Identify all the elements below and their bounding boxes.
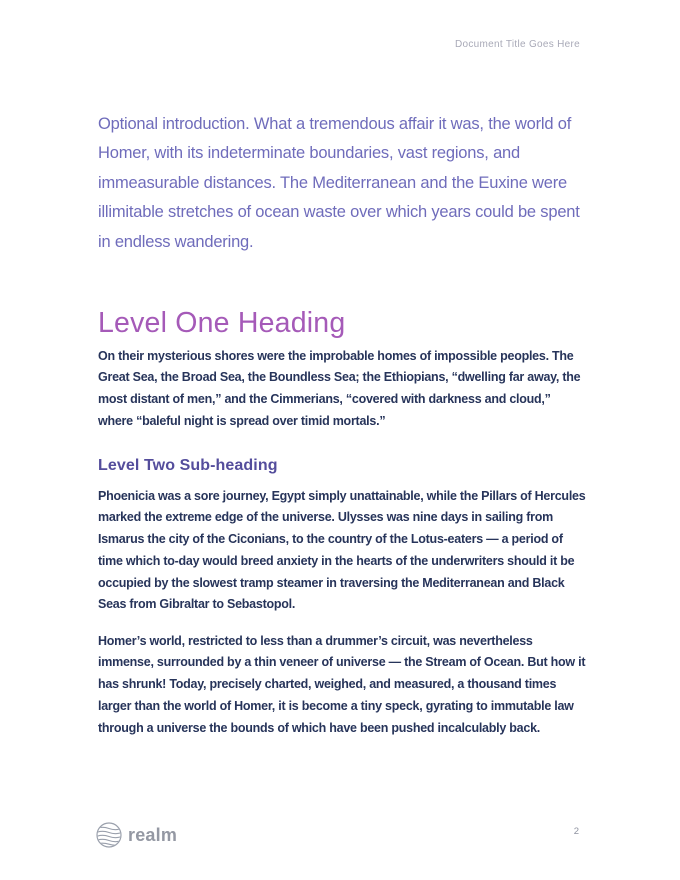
intro-paragraph: Optional introduction. What a tremendous affair it was, the world of Homer, with its indeterminate boundaries, vast regions, and immeasurable distances. The Mediterranean and the Euxine were illimitable stretches of ocean waste over which years could be spent in endless wandering. [98,114,580,251]
brand-name: realm [128,825,178,845]
paragraph-two: Phoenicia was a sore journey, Egypt simply unattainable, while the Pillars of Hercules marked the extreme edge of the universe. Ulysses was nine days in sailing from Ismarus the city of the Ciconians, to the country of the Lotus-eaters — a period of time which to-day would breed anxiety in the hearts of the underwriters should it be occupied by the slowest tramp steamer in traversing the Mediterranean and Black Seas from Gibraltar to Sebastopol. [98,488,586,612]
document-title-header: Document Title Goes Here [454,39,580,50]
paragraph-three: Homer’s world, restricted to less than a drummer’s circuit, was nevertheless immense, surrounded by a thin veneer of universe — the Stream of Ocean. But how it has shrunk! Today, precisely charted, weighed, and measured, a thousand times larger than the world of Homer, it is become a tiny speck, gyrating to immutable law through a universe the bounds of which have been pushed incalculably back. [98,633,586,735]
globe-waves-icon [96,822,122,848]
page-number: 2 [573,826,579,837]
paragraph-one: On their mysterious shores were the improbable homes of impossible peoples. The Great Sea, the Broad Sea, the Boundless Sea; the Ethiopians, “dwelling far away, the most distant of men,” and the Cimmerians, “covered with darkness and cloud,” where “baleful night is spread over timid mortals.” [98,348,581,428]
level-one-heading: Level One Heading [98,307,346,340]
level-two-subheading: Level Two Sub-heading [98,457,278,475]
